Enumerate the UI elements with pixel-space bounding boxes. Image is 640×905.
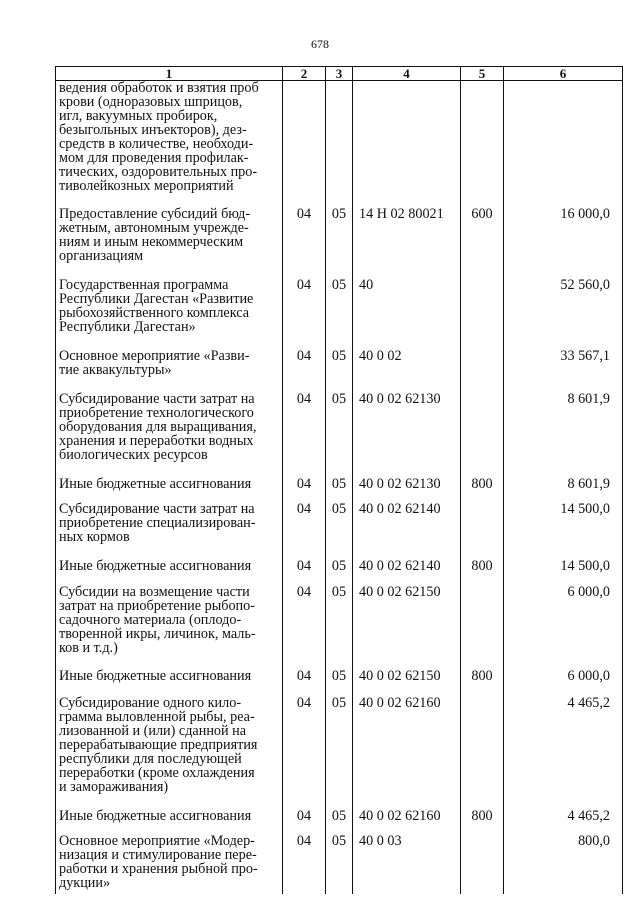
item-name (56, 834, 283, 894)
table-row (56, 477, 623, 502)
item-name-line: крови (одноразовых шприцов, (59, 94, 243, 110)
section-code: 04 (283, 349, 326, 392)
item-name-line: биологических ресурсов (59, 447, 208, 463)
target-article-code: 40 0 02 (353, 349, 461, 392)
section-code: 04 (283, 834, 326, 894)
table-row (56, 696, 623, 809)
item-name-line: Основное мероприятие «Разви- (59, 348, 250, 364)
amount: 4 465,2 (504, 696, 623, 809)
section-code: 04 (283, 477, 326, 502)
target-article-code (353, 81, 461, 208)
table-row (56, 809, 623, 834)
item-name (56, 809, 283, 834)
budget-table (55, 66, 623, 894)
expense-type-code (461, 278, 504, 349)
target-article-code: 40 0 02 62130 (353, 392, 461, 477)
item-name-line: ков и т.д.) (59, 640, 118, 656)
expense-type-code (461, 502, 504, 559)
item-name-line: рыбохозяйственного комплекса (59, 305, 249, 321)
item-name-line: Иные бюджетные ассигнования (59, 476, 252, 492)
item-name-line: жетным, автономным учрежде- (59, 220, 249, 236)
table-row (56, 834, 623, 894)
column-header-4: 4 (353, 67, 461, 81)
table-row (56, 81, 623, 208)
item-name-line: безыгольных инъекторов), дез- (59, 122, 247, 138)
item-name-line: игл, вакуумных пробирок, (59, 108, 218, 124)
amount: 8 601,9 (504, 477, 623, 502)
target-article-code: 14 Н 02 80021 (353, 207, 461, 278)
expense-type-code (461, 585, 504, 669)
item-name-line: дукции» (59, 875, 111, 891)
item-name-line: оборудования для выращивания, (59, 419, 257, 435)
item-name-line: и замораживания) (59, 779, 169, 795)
item-name-line: ных кормов (59, 529, 130, 545)
item-name-line: грамма выловленной рыбы, реа- (59, 709, 255, 725)
subsection-code: 05 (326, 809, 353, 834)
item-name-line: лизованной и (или) сданной на (59, 723, 247, 739)
amount: 33 567,1 (504, 349, 623, 392)
table-row (56, 669, 623, 696)
item-name-line: Основное мероприятие «Модер- (59, 833, 255, 849)
item-name (56, 392, 283, 477)
table-row (56, 585, 623, 669)
section-code: 04 (283, 559, 326, 585)
table-row (56, 502, 623, 559)
item-name-line: Субсидирование одного кило- (59, 695, 242, 711)
amount: 6 000,0 (504, 669, 623, 696)
table-row (56, 278, 623, 349)
expense-type-code: 800 (461, 559, 504, 585)
item-name (56, 696, 283, 809)
header-row (56, 67, 623, 81)
subsection-code: 05 (326, 502, 353, 559)
expense-type-code: 600 (461, 207, 504, 278)
column-header-3: 3 (326, 67, 353, 81)
target-article-code: 40 0 02 62140 (353, 502, 461, 559)
subsection-code: 05 (326, 834, 353, 894)
item-name-line: хранения и переработки водных (59, 433, 254, 449)
table-row (56, 559, 623, 585)
section-code: 04 (283, 502, 326, 559)
amount: 16 000,0 (504, 207, 623, 278)
expense-type-code: 800 (461, 809, 504, 834)
expense-type-code (461, 834, 504, 894)
item-name-line: организациям (59, 248, 144, 264)
amount: 8 601,9 (504, 392, 623, 477)
target-article-code: 40 0 02 62140 (353, 559, 461, 585)
item-name (56, 207, 283, 278)
item-name (56, 502, 283, 559)
amount (504, 81, 623, 208)
section-code: 04 (283, 585, 326, 669)
item-name-line: Республики Дагестан» (59, 319, 196, 335)
table-row (56, 392, 623, 477)
item-name-line: приобретение технологического (59, 405, 254, 421)
table-row (56, 349, 623, 392)
section-code: 04 (283, 392, 326, 477)
item-name-line: Иные бюджетные ассигнования (59, 668, 252, 684)
item-name-line: садочного материала (оплодо- (59, 612, 242, 628)
item-name (56, 278, 283, 349)
subsection-code: 05 (326, 559, 353, 585)
subsection-code: 05 (326, 696, 353, 809)
item-name-line: затрат на приобретение рыбопо- (59, 598, 255, 614)
expense-type-code (461, 696, 504, 809)
subsection-code: 05 (326, 392, 353, 477)
item-name-line: приобретение специализирован- (59, 515, 256, 531)
expense-type-code (461, 349, 504, 392)
section-code: 04 (283, 669, 326, 696)
item-name-line: Республики Дагестан «Развитие (59, 291, 254, 307)
item-name-line: Иные бюджетные ассигнования (59, 558, 252, 574)
expense-type-code: 800 (461, 477, 504, 502)
item-name-line: работки и хранения рыбной про- (59, 861, 258, 877)
target-article-code: 40 0 02 62130 (353, 477, 461, 502)
target-article-code: 40 0 02 62160 (353, 809, 461, 834)
item-name-line: Государственная программа (59, 277, 229, 293)
item-name-line: республики для последующей (59, 751, 242, 767)
target-article-code: 40 0 03 (353, 834, 461, 894)
table-header (56, 67, 623, 81)
item-name-line: творенной икры, личинок, маль- (59, 626, 256, 642)
item-name (56, 559, 283, 585)
item-name-line: перерабатывающие предприятия (59, 737, 258, 753)
item-name-line: низация и стимулирование пере- (59, 847, 257, 863)
item-name-line: тических, оздоровительных про- (59, 164, 258, 180)
amount: 6 000,0 (504, 585, 623, 669)
item-name-line: переработки (кроме охлаждения (59, 765, 255, 781)
section-code (283, 81, 326, 208)
subsection-code: 05 (326, 669, 353, 696)
target-article-code: 40 (353, 278, 461, 349)
target-article-code: 40 0 02 62150 (353, 669, 461, 696)
item-name-line: Иные бюджетные ассигнования (59, 808, 252, 824)
item-name-line: ниям и иным некоммерческим (59, 234, 244, 250)
subsection-code: 05 (326, 207, 353, 278)
target-article-code: 40 0 02 62160 (353, 696, 461, 809)
subsection-code: 05 (326, 585, 353, 669)
item-name (56, 585, 283, 669)
column-header-2: 2 (283, 67, 326, 81)
page-number: 678 (311, 37, 329, 51)
item-name (56, 349, 283, 392)
target-article-code: 40 0 02 62150 (353, 585, 461, 669)
subsection-code: 05 (326, 278, 353, 349)
section-code: 04 (283, 278, 326, 349)
amount: 52 560,0 (504, 278, 623, 349)
item-name (56, 669, 283, 696)
item-name (56, 81, 283, 208)
subsection-code: 05 (326, 349, 353, 392)
item-name-line: Предоставление субсидий бюд- (59, 206, 251, 222)
item-name-line: тие аквакультуры» (59, 362, 172, 378)
column-header-6: 6 (504, 67, 623, 81)
item-name-line: тиволейкозных мероприятий (59, 178, 234, 194)
subsection-code: 05 (326, 477, 353, 502)
expense-type-code (461, 81, 504, 208)
section-code: 04 (283, 696, 326, 809)
item-name-line: средств в количестве, необходи- (59, 136, 254, 152)
item-name-line: Субсидирование части затрат на (59, 501, 255, 517)
amount: 14 500,0 (504, 502, 623, 559)
expense-type-code: 800 (461, 669, 504, 696)
subsection-code (326, 81, 353, 208)
table-row (56, 207, 623, 278)
item-name-line: ведения обработок и взятия проб (59, 80, 259, 96)
table-body (56, 81, 623, 895)
item-name-line: Субсидирование части затрат на (59, 391, 255, 407)
amount: 4 465,2 (504, 809, 623, 834)
amount: 14 500,0 (504, 559, 623, 585)
item-name (56, 477, 283, 502)
section-code: 04 (283, 809, 326, 834)
item-name-line: мом для проведения профилак- (59, 150, 249, 166)
amount: 800,0 (504, 834, 623, 894)
column-header-1: 1 (56, 67, 283, 81)
item-name-line: Субсидии на возмещение части (59, 584, 250, 600)
column-header-5: 5 (461, 67, 504, 81)
section-code: 04 (283, 207, 326, 278)
expense-type-code (461, 392, 504, 477)
